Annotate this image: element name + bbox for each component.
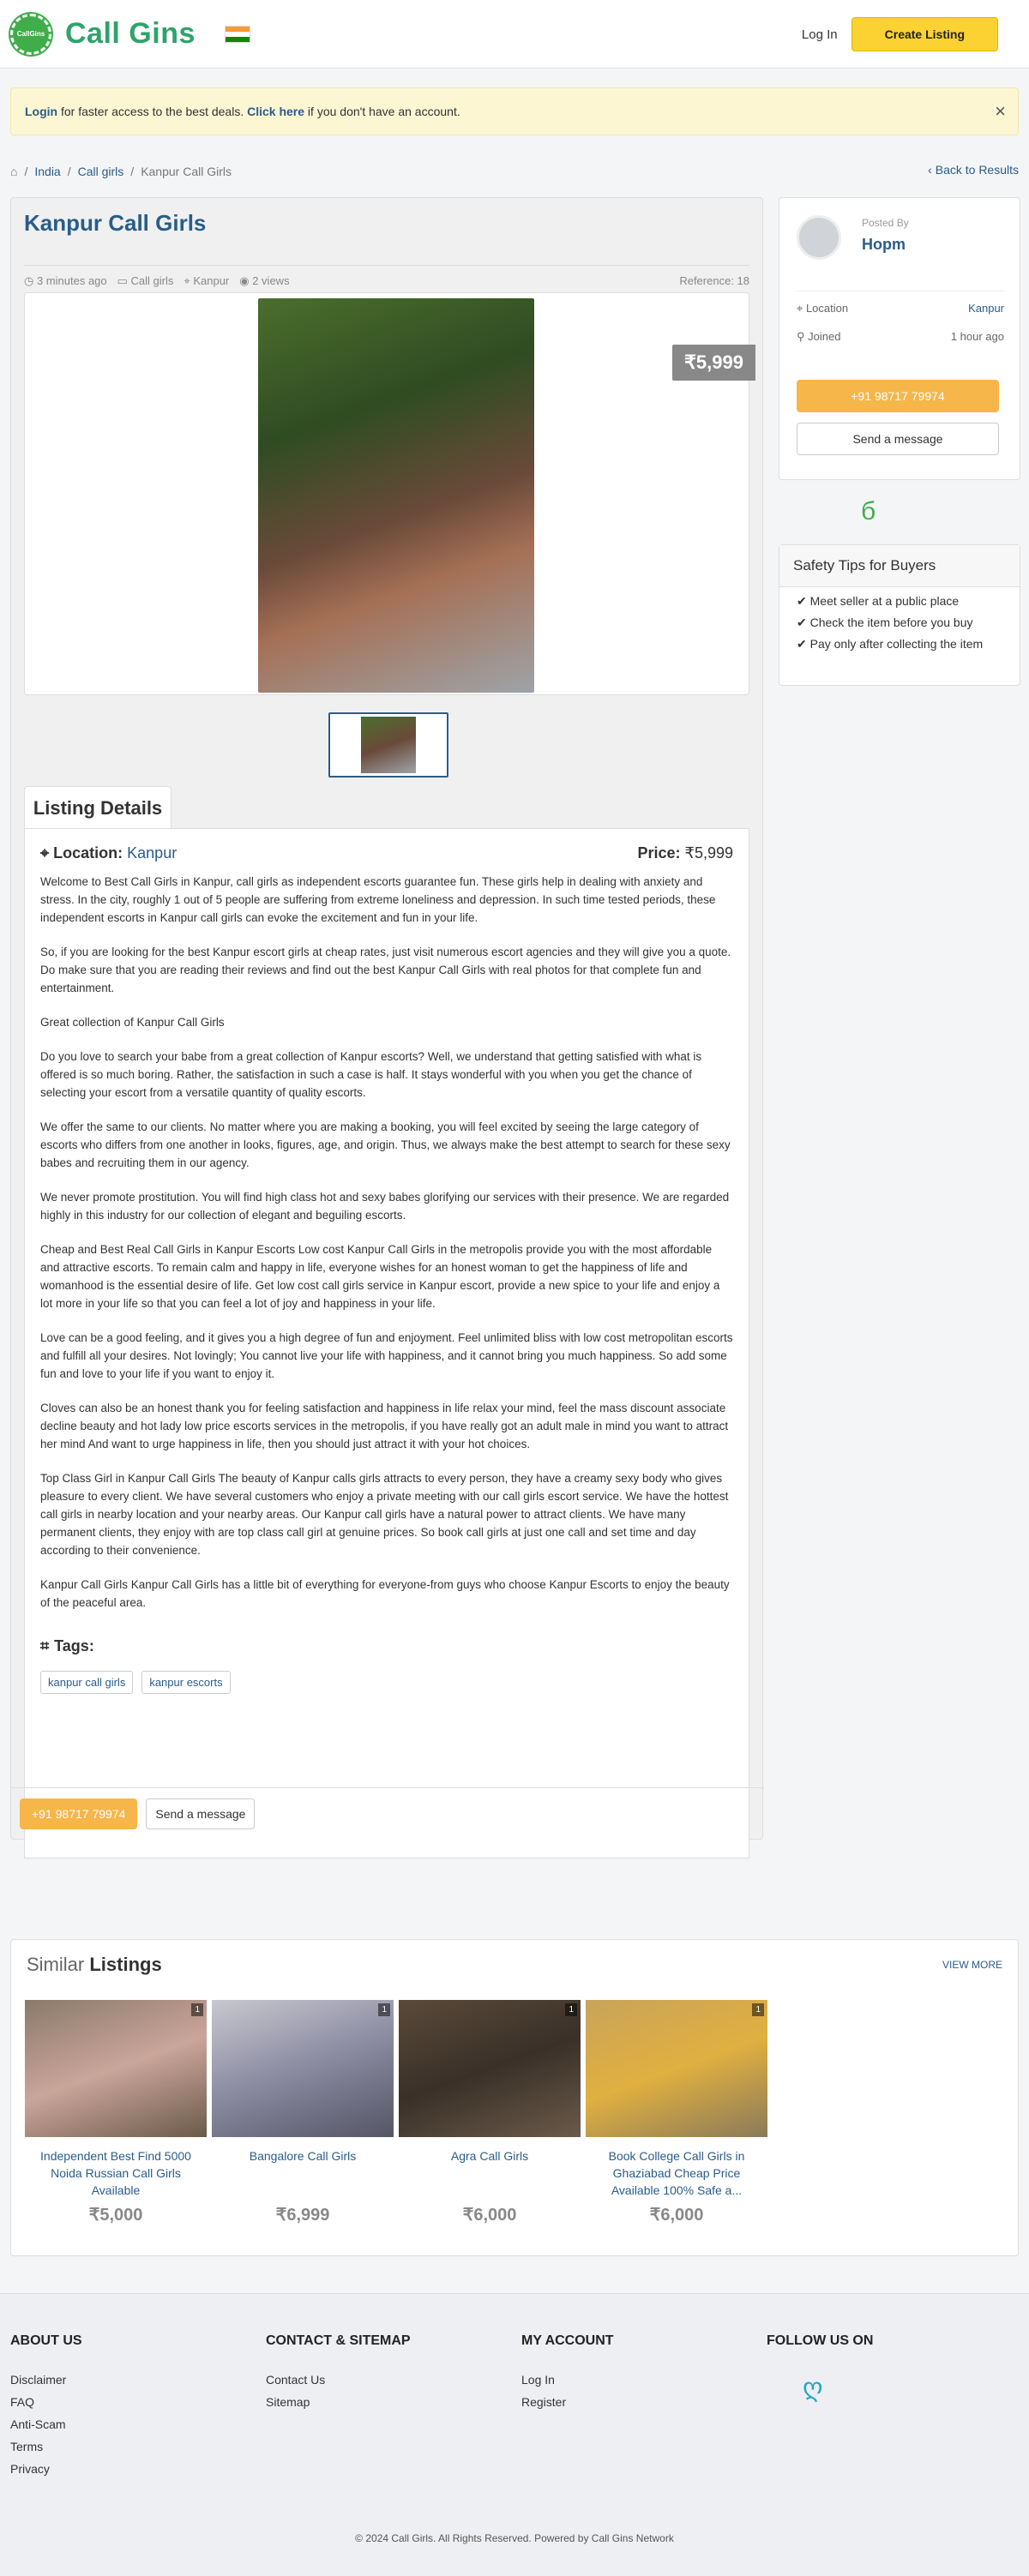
photo-thumbnail[interactable] xyxy=(328,712,448,778)
listing-main xyxy=(10,197,763,1840)
back-label: Back to Results xyxy=(935,163,1019,177)
breadcrumb-sep: / xyxy=(67,165,71,178)
category[interactable] xyxy=(117,274,174,288)
site-header xyxy=(0,0,1029,69)
similar-card[interactable] xyxy=(25,2000,207,2225)
paragraph: We offer the same to our clients. No matter where you are making a booking, you will feel excited by seeing the large category of escorts who differs from one another in looks, figures, age, and origin. Thus, we always make the best attempt to search for these sexy babes and recruiting them in our agency. xyxy=(40,1120,731,1169)
footer-heading: ABOUT US xyxy=(10,2333,82,2348)
footer-contact xyxy=(266,2333,411,2417)
similar-listings xyxy=(10,1939,1019,2256)
footer-link[interactable]: Sitemap xyxy=(266,2395,310,2409)
card-price: ₹6,999 xyxy=(275,2206,330,2225)
breadcrumb xyxy=(10,165,232,178)
location-label: Location xyxy=(805,302,849,315)
similar-card[interactable] xyxy=(212,2000,394,2225)
tag-link[interactable]: kanpur call girls xyxy=(40,1671,133,1694)
paragraph: We never promote prostitution. You will find high class hot and sexy babes glorifying our services with their presence. We are regarded highly in this industry for our collection of elegant and beguiling escorts. xyxy=(40,1191,730,1222)
home-icon[interactable]: ⌂ xyxy=(10,165,18,178)
listing-photo[interactable] xyxy=(258,298,534,693)
card-title[interactable]: Agra Call Girls xyxy=(450,2149,529,2163)
avatar[interactable] xyxy=(797,215,841,260)
paragraph: Do you love to search your babe from a great collection of Kanpur escorts? Well, we understand that getting satisfied with what is offered is so much boring. Rather, the satisfaction in such a case is half. It stays wonderful with you when you get the chance of selecting your escort from a versatile quantity of quality escorts. xyxy=(40,1050,702,1099)
reference: Reference: 18 xyxy=(679,274,749,287)
tag-icon: ⌗ xyxy=(40,1637,50,1654)
footer-heading: FOLLOW US ON xyxy=(767,2333,874,2348)
seller-phone-button[interactable]: +91 98717 79974 xyxy=(797,380,999,412)
alert-text-2: if you don't have an account. xyxy=(304,105,460,118)
create-listing-button[interactable]: Create Listing xyxy=(851,17,998,51)
city-text: Kanpur xyxy=(193,274,230,287)
seller-card xyxy=(779,197,1020,480)
send-message-button[interactable]: Send a message xyxy=(146,1798,255,1829)
seller-name[interactable]: Hopm xyxy=(862,236,906,253)
listing-meta xyxy=(24,265,749,288)
photo-count: 1 xyxy=(378,2003,390,2016)
tags-label: Tags: xyxy=(54,1637,94,1654)
phone-button[interactable]: +91 98717 79974 xyxy=(20,1798,137,1829)
footer-link[interactable]: Contact Us xyxy=(266,2373,326,2387)
close-icon[interactable]: × xyxy=(995,100,1006,122)
card-image[interactable] xyxy=(399,2000,581,2137)
contact-bar xyxy=(11,1787,764,1839)
tag-link[interactable]: kanpur escorts xyxy=(141,1671,230,1694)
footer-link[interactable]: Disclaimer xyxy=(10,2373,67,2387)
safety-tip xyxy=(779,630,1020,652)
paragraph: Love can be a good feeling, and it gives you a high degree of fun and enjoyment. Feel unlimited bliss with low cost metropolitan escorts and fulfill all your desires. Not lovingly; You cannot live your life with happiness, and it cannot bring you much happiness. So add some fun and love to your life if you want to enjoy it. xyxy=(40,1331,733,1380)
footer-link[interactable]: FAQ xyxy=(10,2395,35,2409)
breadcrumb-sep: / xyxy=(130,165,135,178)
paragraph: Kanpur Call Girls Kanpur Call Girls has a little bit of everything for everyone-from guys who choose Kanpur Escorts to enjoy the beauty of the peaceful area. xyxy=(40,1578,730,1609)
card-price: ₹5,000 xyxy=(88,2206,143,2225)
check-icon: ✔ xyxy=(797,594,810,608)
footer-link[interactable]: Anti-Scam xyxy=(10,2417,66,2431)
social-share xyxy=(840,497,881,526)
seller-joined-row xyxy=(797,320,1004,344)
posted-by-label: Posted By xyxy=(862,217,909,229)
footer-about xyxy=(10,2333,82,2484)
photo-count: 1 xyxy=(565,2003,577,2016)
safety-tips xyxy=(779,544,1020,686)
breadcrumb-india[interactable]: India xyxy=(34,165,61,178)
copyright: © 2024 Call Girls. All Rights Reserved. Powered by Call Gins Network xyxy=(355,2532,674,2544)
price-value: ₹5,999 xyxy=(684,844,733,862)
map-pin-icon: ⌖ xyxy=(40,844,54,862)
similar-title-bold: Listings xyxy=(89,1954,162,1975)
paragraph: Welcome to Best Call Girls in Kanpur, call girls as independent escorts guarantee fun. These girls help in dealing with anxiety and stress. In the city, roughly 1 out of 5 people are suffering from extreme loneliness and depression. In such time tested periods, these independent escorts in Kanpur call girls can evoke the excitement and fun in your life. xyxy=(40,875,716,924)
tags-heading xyxy=(40,1637,733,1655)
card-image[interactable] xyxy=(586,2000,767,2137)
footer-link[interactable]: Register xyxy=(521,2395,567,2409)
location-label: Location: xyxy=(53,844,123,862)
paragraph: Top Class Girl in Kanpur Call Girls The beauty of Kanpur calls girls attracts to every person, they have a creamy sexy body who gives pleasure to every client. We have several customers who enjoy a private meeting with our call girls escort service. We have the hottest call girls in nearby location and your nearby areas. Our Kanpur call girls have a natural power to attract clients. We have many permanent clients, they enjoy with are top class call girl at genuine prices. So book call girls at just one call and set time and day according to their convenience. xyxy=(40,1472,729,1557)
tip-text: Meet seller at a public place xyxy=(809,594,960,608)
card-title[interactable]: Independent Best Find 5000 Noida Russian Call Girls Available xyxy=(40,2149,191,2197)
breadcrumb-sep: / xyxy=(24,165,28,178)
safety-title: Safety Tips for Buyers xyxy=(779,545,1020,587)
logo-text[interactable]: Call Gins xyxy=(65,17,196,50)
alert-text-1: for faster access to the best deals. xyxy=(57,105,248,118)
joined-label: Joined xyxy=(808,330,841,343)
login-link[interactable]: Log In xyxy=(801,27,838,42)
map-pin-icon: ⌖ xyxy=(184,274,194,287)
views-text: 2 views xyxy=(252,274,290,287)
paragraph: Great collection of Kanpur Call Girls xyxy=(40,1016,225,1029)
time-text: 3 minutes ago xyxy=(36,274,107,287)
card-price: ₹6,000 xyxy=(462,2206,517,2225)
check-icon: ✔ xyxy=(797,615,810,629)
check-icon: ✔ xyxy=(797,637,810,651)
card-title[interactable]: Bangalore Call Girls xyxy=(249,2149,357,2163)
safety-tip xyxy=(779,587,1020,609)
photo-count: 1 xyxy=(752,2003,764,2016)
user-icon: ⚲ xyxy=(797,330,809,343)
footer-link[interactable]: Log In xyxy=(521,2373,555,2387)
footer-link[interactable]: Privacy xyxy=(10,2462,50,2476)
seller-location-row xyxy=(797,291,1004,315)
map-pin-icon: ⌖ xyxy=(797,302,806,315)
login-link-alert[interactable]: Login xyxy=(25,105,58,118)
tip-text: Check the item before you buy xyxy=(809,615,973,629)
site-footer xyxy=(0,2293,1029,2576)
paragraph: Cheap and Best Real Call Girls in Kanpur Escorts Low cost Kanpur Call Girls in the metropolis provide you with the most affordable and attractive escorts. To remain calm and happy in life, everyone wishes for an honest woman to get the happiness of life and womanhood is the essential desire of life. Get low cost call girls service in Kanpur escort, provide a new spice to your life and enjoy a lot more in your life so that you can feel a lot of joy and happiness in your life. xyxy=(40,1243,720,1310)
photo-count: 1 xyxy=(191,2003,203,2016)
clock-icon: ◷ xyxy=(24,274,37,287)
seller-location[interactable]: Kanpur xyxy=(968,302,1004,315)
breadcrumb-current: Kanpur Call Girls xyxy=(141,165,232,178)
breadcrumb-call-girls[interactable]: Call girls xyxy=(77,165,124,178)
seller-message-button[interactable]: Send a message xyxy=(797,423,999,455)
seller-joined: 1 hour ago xyxy=(950,330,1004,343)
page-title: Kanpur Call Girls xyxy=(24,210,207,236)
eye-icon: ◉ xyxy=(239,274,253,287)
footer-link[interactable]: Terms xyxy=(10,2440,44,2453)
back-to-results-link[interactable] xyxy=(928,163,1019,177)
tip-text: Pay only after collecting the item xyxy=(809,637,984,651)
price-row xyxy=(637,844,733,862)
similar-card[interactable] xyxy=(586,2000,767,2225)
category-text: Call girls xyxy=(130,274,174,287)
card-image[interactable] xyxy=(212,2000,394,2137)
view-more-link[interactable]: VIEW MORE xyxy=(942,1959,1002,1971)
tab-listing-details[interactable]: Listing Details xyxy=(24,786,172,829)
logo-badge-icon[interactable]: CallGins xyxy=(10,14,51,55)
card-image[interactable] xyxy=(25,2000,207,2137)
footer-heading: CONTACT & SITEMAP xyxy=(266,2333,411,2348)
social-icon[interactable]: б xyxy=(861,497,876,525)
description xyxy=(40,873,733,1612)
similar-title xyxy=(27,1954,162,1976)
price-label: Price: xyxy=(637,844,681,862)
footer-account xyxy=(521,2333,614,2417)
click-here-link[interactable]: Click here xyxy=(247,105,305,118)
paragraph: Cloves can also be an honest thank you for feeling satisfaction and happiness in life relax your mind, feel the mass discount associate decline beauty and hot lady low price escorts services in the metropolis, if you have really got an adult male in mind you want to attract her mind And want to urge happiness in life, then you should just attract it with your hot choices. xyxy=(40,1402,729,1450)
location-row xyxy=(40,844,177,862)
card-title[interactable]: Book College Call Girls in Ghaziabad Cheap Price Available 100% Safe a... xyxy=(608,2149,745,2197)
paragraph: So, if you are looking for the best Kanpur escort girls at cheap rates, just visit numerous escort agencies and they will give you a quote. Do make sure that you are reading their reviews and find out the best Kanpur Call Girls with real photos for that complete fun and entertainment. xyxy=(40,946,731,994)
photo-gallery xyxy=(24,292,749,695)
india-flag-icon[interactable] xyxy=(225,26,250,43)
card-price: ₹6,000 xyxy=(649,2206,704,2225)
similar-title-light: Similar xyxy=(27,1954,90,1975)
views xyxy=(239,274,289,288)
safety-tip xyxy=(779,609,1020,630)
social-icon[interactable]: ღ xyxy=(803,2374,823,2402)
footer-follow xyxy=(767,2333,873,2403)
back-icon: ‹ xyxy=(928,163,936,177)
similar-card[interactable] xyxy=(399,2000,581,2225)
listing-details xyxy=(24,828,749,1858)
login-alert xyxy=(10,87,1019,135)
folder-icon: ▭ xyxy=(117,274,131,287)
city[interactable] xyxy=(184,274,229,288)
location-value[interactable]: Kanpur xyxy=(127,844,178,862)
footer-heading: MY ACCOUNT xyxy=(521,2333,614,2348)
price-tag: ₹5,999 xyxy=(672,345,755,381)
time-posted xyxy=(24,274,107,288)
